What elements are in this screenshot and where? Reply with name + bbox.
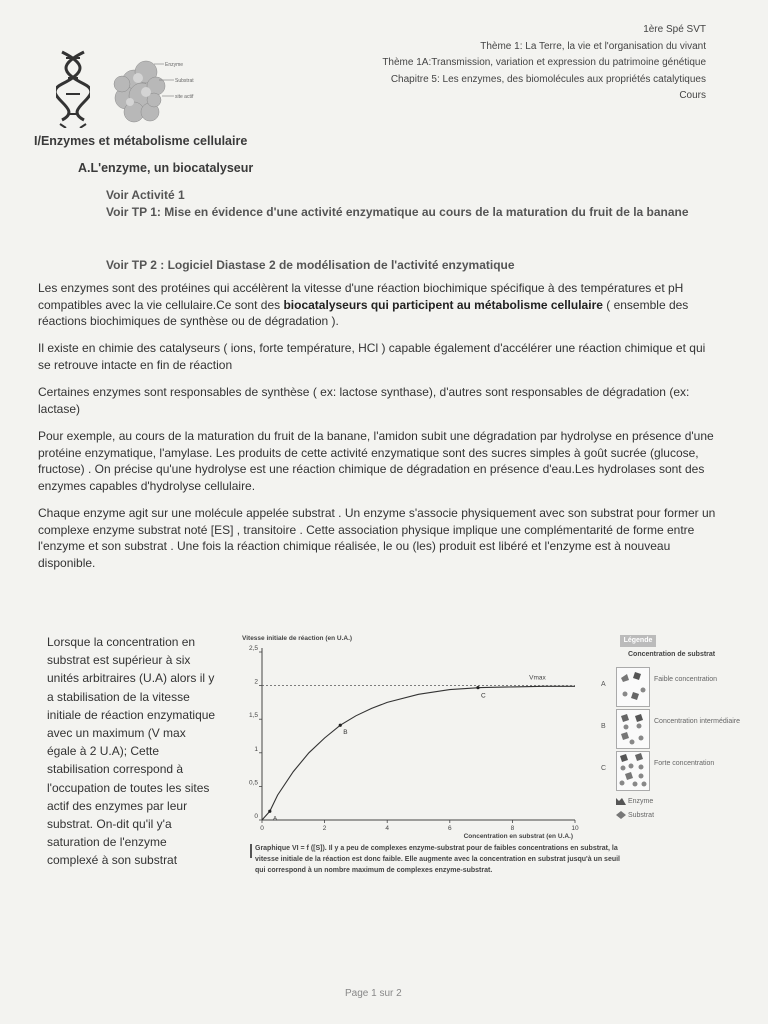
velocity-chart <box>240 630 585 850</box>
x-axis-label: Concentration en substrat (en U.A.) <box>463 833 573 840</box>
data-point <box>339 724 342 727</box>
caption-text: Graphique VI = f ([S]). Il y a peu de complexes enzyme-substrat pour de faibles concentrations en substrat, la vitesse initiale de la réaction est donc faible. Elle augmente avec la concentration en substrat jusqu'à un seuil qui correspond à un nombre maximum de complexes enzyme-substrat. <box>255 845 620 874</box>
chart-caption <box>255 843 630 876</box>
legend-title: Légende <box>620 635 656 647</box>
legend-box-medium <box>616 709 650 749</box>
enzyme-structure-image <box>104 52 216 130</box>
series-line <box>262 686 575 823</box>
legend-subtitle: Concentration de substrat <box>628 651 716 658</box>
activity-link: Voir Activité 1 <box>106 188 185 202</box>
legend-row-b <box>598 709 738 749</box>
section-heading: I/Enzymes et métabolisme cellulaire <box>34 134 248 148</box>
tp1-link: Voir TP 1: Mise en évidence d'une activité enzymatique au cours de la maturation du fruit de la banane <box>106 205 689 219</box>
y-tick-label: 1 <box>254 745 258 753</box>
legend-label: Faible concentration <box>654 676 718 683</box>
legend-letter: C <box>601 765 607 772</box>
p1-text-start: Les enzymes sont des protéines qui accélèrent la vitesse d'une réaction biochimique spécifique à des températures et pH compatibles avec la vie cellulaire.Ce sont des <box>38 281 684 312</box>
paragraph-synthese: Certaines enzymes sont responsables de synthèse ( ex: lactose synthase), d'autres sont responsables de dégradation (ex: lactase) <box>38 385 690 416</box>
paragraph-enzymes <box>38 280 718 330</box>
site-actif-image-label: site actif <box>175 94 194 100</box>
theme-label: Thème 1: La Terre, la vie et l'organisation du vivant <box>480 40 706 52</box>
y-tick-label: 1,5 <box>248 712 258 720</box>
point-label: A <box>272 815 278 823</box>
paragraph-catalyseurs: Il existe en chimie des catalyseurs ( ions, forte température, HCl ) capable également d'accélérer une réaction chimique et qui se retrouve intacte en fin de réaction <box>38 341 706 372</box>
legend-label: Concentration intermédiaire <box>654 718 740 725</box>
substrat-icon <box>616 811 626 819</box>
y-tick-label: 2,5 <box>248 645 258 652</box>
data-point <box>476 686 479 689</box>
y-axis-label: Vitesse initiale de réaction (en U.A.) <box>242 635 353 642</box>
enzyme-image-label: Enzyme <box>165 62 184 68</box>
legend-box-high <box>616 751 650 791</box>
legend-box-low <box>616 667 650 707</box>
legend-substrat-label: Substrat <box>627 811 655 819</box>
legend-letter: B <box>601 723 606 730</box>
x-tick-label: 2 <box>322 825 327 832</box>
medium-concentration-icon <box>617 710 649 748</box>
doc-type-label: Cours <box>679 90 706 101</box>
enzyme-icon <box>616 797 626 805</box>
x-tick-label: 4 <box>385 825 390 832</box>
x-tick-label: 10 <box>571 825 579 832</box>
point-label: C <box>480 692 486 700</box>
caption-bar <box>250 844 252 858</box>
legend-row-c <box>598 751 738 791</box>
x-tick-label: 8 <box>510 825 515 832</box>
saturation-explanation: Lorsque la concentration en substrat est supérieur à six unités arbitraires (U.A) alors il y a stabilisation de la vitesse initiale de réaction enzymatique avec un maximum (V max égale à 2 U.A); Cette stabilisation correspond à l'occupation de toutes les sites actif des enzymes par leur substrat. On-dit qu'il y'a saturation de l'enzyme complexé à son substrat <box>47 635 216 868</box>
chart-container <box>240 630 585 850</box>
point-label: B <box>343 729 348 737</box>
p1-bold: biocatalyseurs qui participent au métabolisme cellulaire <box>283 297 603 312</box>
level-label: 1ère Spé SVT <box>643 24 706 35</box>
low-concentration-icon <box>617 668 649 706</box>
substrat-image-label: Substrat <box>175 78 194 84</box>
chapter-label: Chapitre 5: Les enzymes, des biomolécules aux propriétés catalytiques <box>390 73 706 85</box>
tp2-link: Voir TP 2 : Logiciel Diastase 2 de modélisation de l'activité enzymatique <box>106 258 515 272</box>
page-number: Page 1 sur 2 <box>345 988 402 999</box>
legend-label: Forte concentration <box>654 760 715 767</box>
legend-enzyme-label: Enzyme <box>627 797 654 805</box>
legend-row-a <box>598 667 738 707</box>
vmax-label: Vmax <box>529 674 546 682</box>
legend-letter: A <box>601 681 606 688</box>
legend-enzyme-key <box>616 797 653 805</box>
high-concentration-icon <box>617 752 649 790</box>
data-point <box>268 810 271 813</box>
y-tick-label: 0,5 <box>248 779 258 787</box>
y-tick-label: 0 <box>254 813 258 820</box>
dna-icon <box>56 50 90 128</box>
x-tick-label: 0 <box>260 825 264 832</box>
x-tick-label: 6 <box>447 825 452 832</box>
document-header <box>266 22 706 105</box>
paragraph-substrat: Chaque enzyme agit sur une molécule appelée substrat . Un enzyme s'associe physiquement avec son substrat pour former un complexe enzyme substrat noté [ES] , transitoire . Cette association physique implique une complémentarité de forme entre l'enzyme et son substrat . Une fois la réaction chimique réalisée, le ou (les) produit est libéré et l'enzyme est à nouveau disponible. <box>38 506 716 570</box>
legend-substrat-key <box>616 811 654 819</box>
paragraph-banane: Pour exemple, au cours de la maturation du fruit de la banane, l'amidon subit une dégradation par hydrolyse en présence d'une protéine enzymatique, l'amylase. Les produits de cette activité enzymatique sont des sucres simples à goût sucrée (glucose, fructose) . On précise qu'une hydrolyse est une réaction chimique de dégradation en présence d'eau.Les hydrolases sont des enzymes capables d'hydrolyse cellulaire. <box>38 429 714 493</box>
y-tick-label: 2 <box>254 678 258 686</box>
subsection-heading: A.L'enzyme, un biocatalyseur <box>78 161 254 175</box>
p1-text-end: ( ensemble des réactions biochimiques de synthèse ou de dégradation ). <box>38 297 689 328</box>
subtheme-label: Thème 1A:Transmission, variation et expression du patrimoine génétique <box>382 57 706 68</box>
